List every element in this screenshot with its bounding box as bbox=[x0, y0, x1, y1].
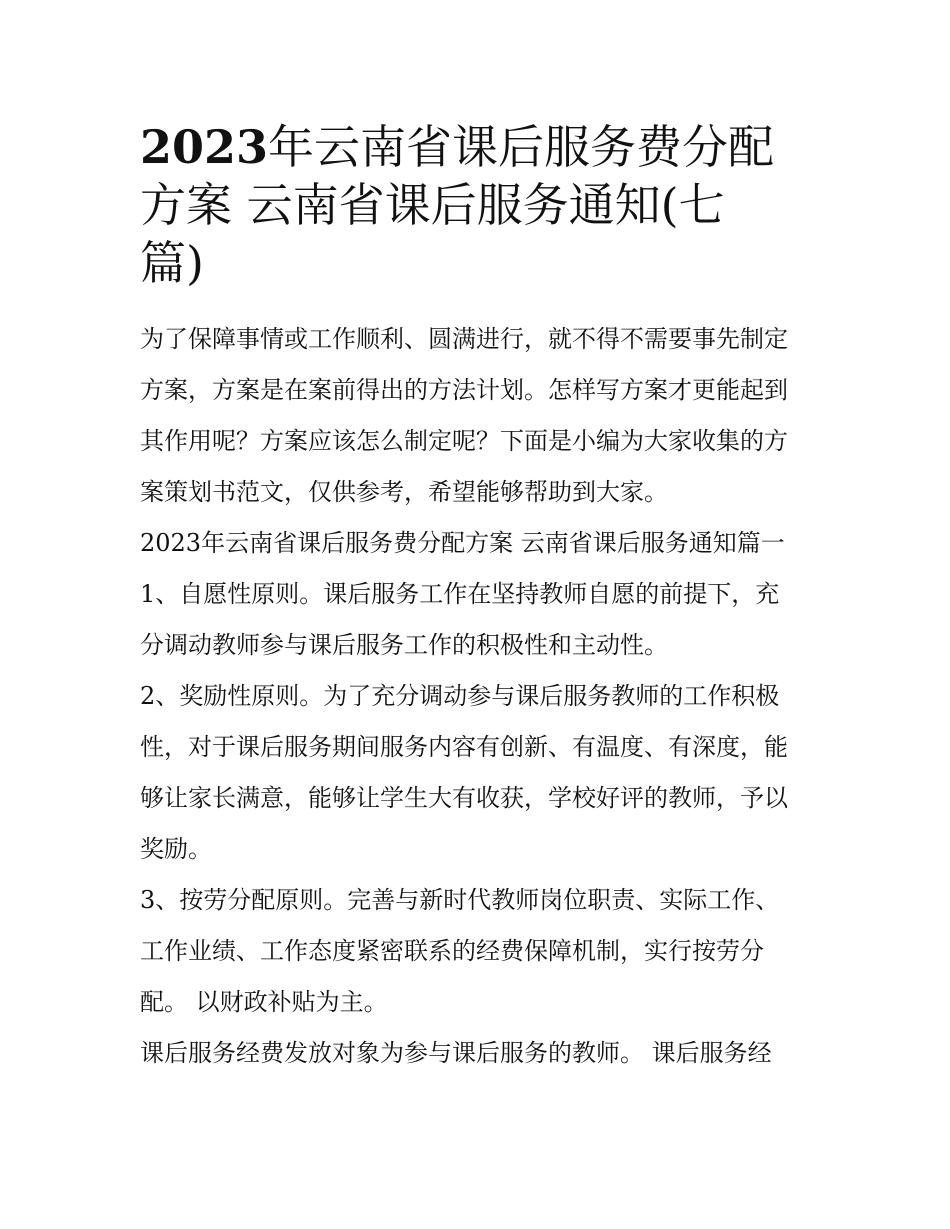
paragraph-line: 够让家长满意，能够让学生大有收获，学校好评的教师，予以 bbox=[140, 784, 788, 812]
paragraph-line: 配。 以财政补贴为主。 bbox=[140, 988, 388, 1016]
title-line-1 bbox=[140, 118, 820, 176]
funding-recipients bbox=[140, 1028, 820, 1079]
paragraph-line: 奖励。 bbox=[140, 835, 212, 863]
principle-reward bbox=[140, 671, 820, 875]
principle-distribution bbox=[140, 875, 820, 1028]
title-line-2 bbox=[140, 176, 820, 234]
section-heading bbox=[140, 518, 820, 569]
title-year: 2023 bbox=[140, 120, 269, 174]
paragraph-line: 为了保障事情或工作顺利、圆满进行，就不得不需要事先制定 bbox=[140, 325, 788, 353]
paragraph-line: 案策划书范文，仅供参考，希望能够帮助到大家。 bbox=[140, 478, 668, 506]
title-line-1-text: 年云南省课后服务费分配 bbox=[268, 120, 775, 174]
document-title bbox=[140, 0, 820, 292]
paragraph-line: 1、自愿性原则。课后服务工作在坚持教师自愿的前提下，充 bbox=[140, 580, 780, 608]
title-line-2-text: 方案 云南省课后服务通知(七 bbox=[140, 178, 725, 232]
paragraph-line: 3、按劳分配原则。完善与新时代教师岗位职责、实际工作、 bbox=[140, 886, 780, 914]
paragraph-line: 性，对于课后服务期间服务内容有创新、有温度、有深度，能 bbox=[140, 733, 788, 761]
intro-paragraph bbox=[140, 314, 820, 518]
paragraph-line: 分调动教师参与课后服务工作的积极性和主动性。 bbox=[140, 631, 668, 659]
paragraph-line: 2、奖励性原则。为了充分调动参与课后服务教师的工作积极 bbox=[140, 682, 780, 710]
title-line-3-text: 篇) bbox=[140, 236, 204, 290]
paragraph-line: 其作用呢？方案应该怎么制定呢？下面是小编为大家收集的方 bbox=[140, 427, 788, 455]
paragraph-line: 方案，方案是在案前得出的方法计划。怎样写方案才更能起到 bbox=[140, 376, 788, 404]
document-body bbox=[140, 314, 820, 1079]
paragraph-line: 课后服务经费发放对象为参与课后服务的教师。 课后服务经 bbox=[140, 1039, 772, 1067]
paragraph-line: 2023年云南省课后服务费分配方案 云南省课后服务通知篇一 bbox=[140, 529, 785, 557]
principle-voluntary bbox=[140, 569, 820, 671]
paragraph-line: 工作业绩、工作态度紧密联系的经费保障机制，实行按劳分 bbox=[140, 937, 764, 965]
title-line-3 bbox=[140, 234, 820, 292]
document-page bbox=[140, 0, 820, 1079]
